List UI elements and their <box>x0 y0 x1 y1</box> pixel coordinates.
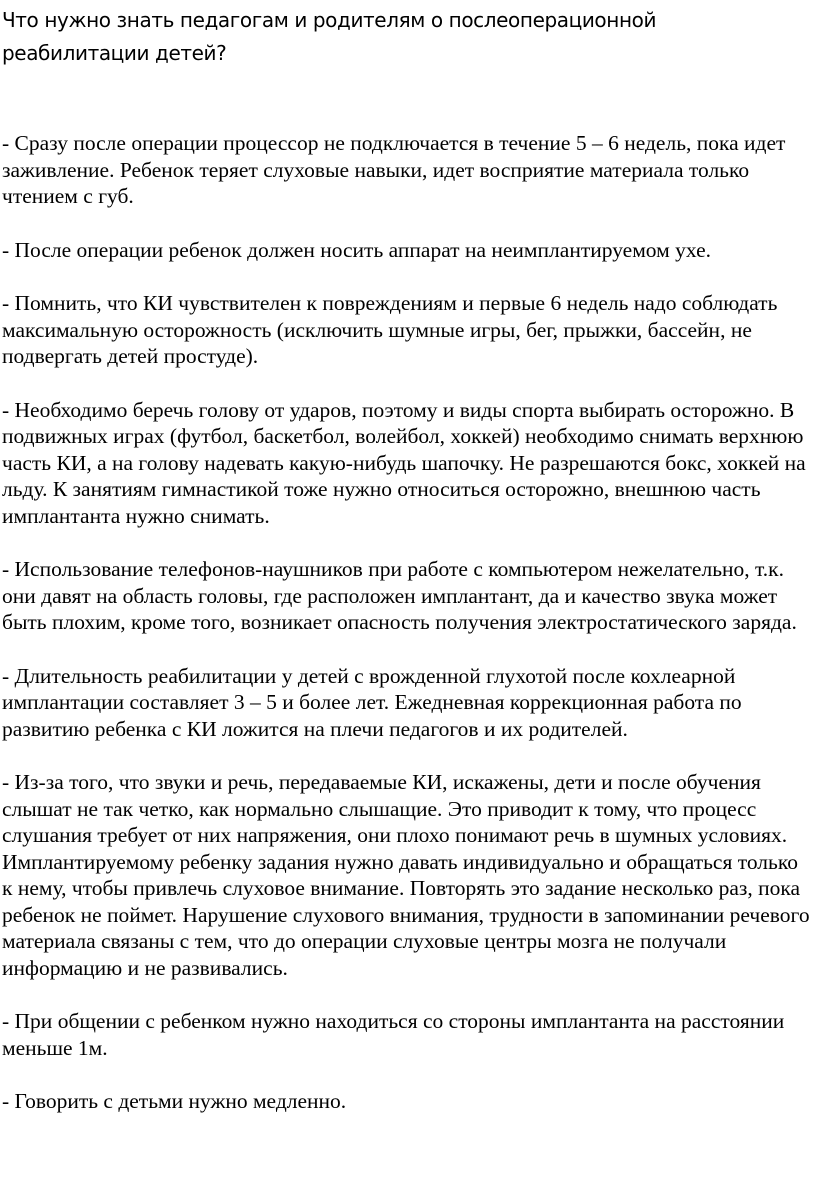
paragraph-2: - После операции ребенок должен носить аппарат на неимплантируемом ухе. <box>2 237 712 262</box>
paragraph-9: - Говорить с детьми нужно медленно. <box>2 1089 347 1113</box>
document-body <box>2 130 812 1115</box>
paragraph-8: - При общении с ребенком нужно находиться со стороны имплантанта на расстоянии меньше 1м. <box>2 1009 785 1060</box>
paragraph-6: - Длительность реабилитации у детей с врожденной глухотой после кохлеарной имплантации составляет 3 – 5 и более лет. Ежедневная коррекционная работа по развитию ребенка с КИ ложится на плечи педагогов и их родителей. <box>2 663 742 741</box>
paragraph-5: - Использование телефонов-наушников при работе с компьютером нежелательно, т.к. они давят на область головы, где расположен имплантант, да и качество звука может быть плохим, кроме того, возникает опасность получения электростатического заряда. <box>2 557 797 634</box>
document-title: Что нужно знать педагогам и родителям о послеоперационной реабилитации детей? <box>2 8 657 65</box>
paragraph-7: - Из-за того, что звуки и речь, передаваемые КИ, искажены, дети и после обучения слышат не так четко, как нормально слышащие. Это приводит к тому, что процесс слушания требует от них напряжения, они плохо понимают речь в шумных условиях. Имплантируемому ребенку задания нужно давать индивидуально и обращаться только к нему, чтобы привлечь слуховое внимание. Повторять это задание несколько раз, пока ребенок не поймет. Нарушение слухового внимания, трудности в запоминании речевого материала связаны с тем, что до операции слуховые центры мозга не получали информацию и не развивались. <box>2 770 810 980</box>
paragraph-1: - Сразу после операции процессор не подключается в течение 5 – 6 недель, пока идет заживление. Ребенок теряет слуховые навыки, идет восприятие материала только чтением с губ. <box>2 131 786 208</box>
paragraph-4: - Необходимо беречь голову от ударов, поэтому и виды спорта выбирать осторожно. В подвижных играх (футбол, баскетбол, волейбол, хоккей) необходимо снимать верхнюю часть КИ, а на голову надевать какую-нибудь шапочку. Не разрешаются бокс, хоккей на льду. К занятиям гимнастикой тоже нужно относиться осторожно, внешнюю часть имплантанта нужно снимать. <box>2 397 806 528</box>
paragraph-3: - Помнить, что КИ чувствителен к повреждениям и первые 6 недель надо соблюдать максимальную осторожность (исключить шумные игры, бег, прыжки, бассейн, не подвергать детей простуде). <box>2 291 778 368</box>
